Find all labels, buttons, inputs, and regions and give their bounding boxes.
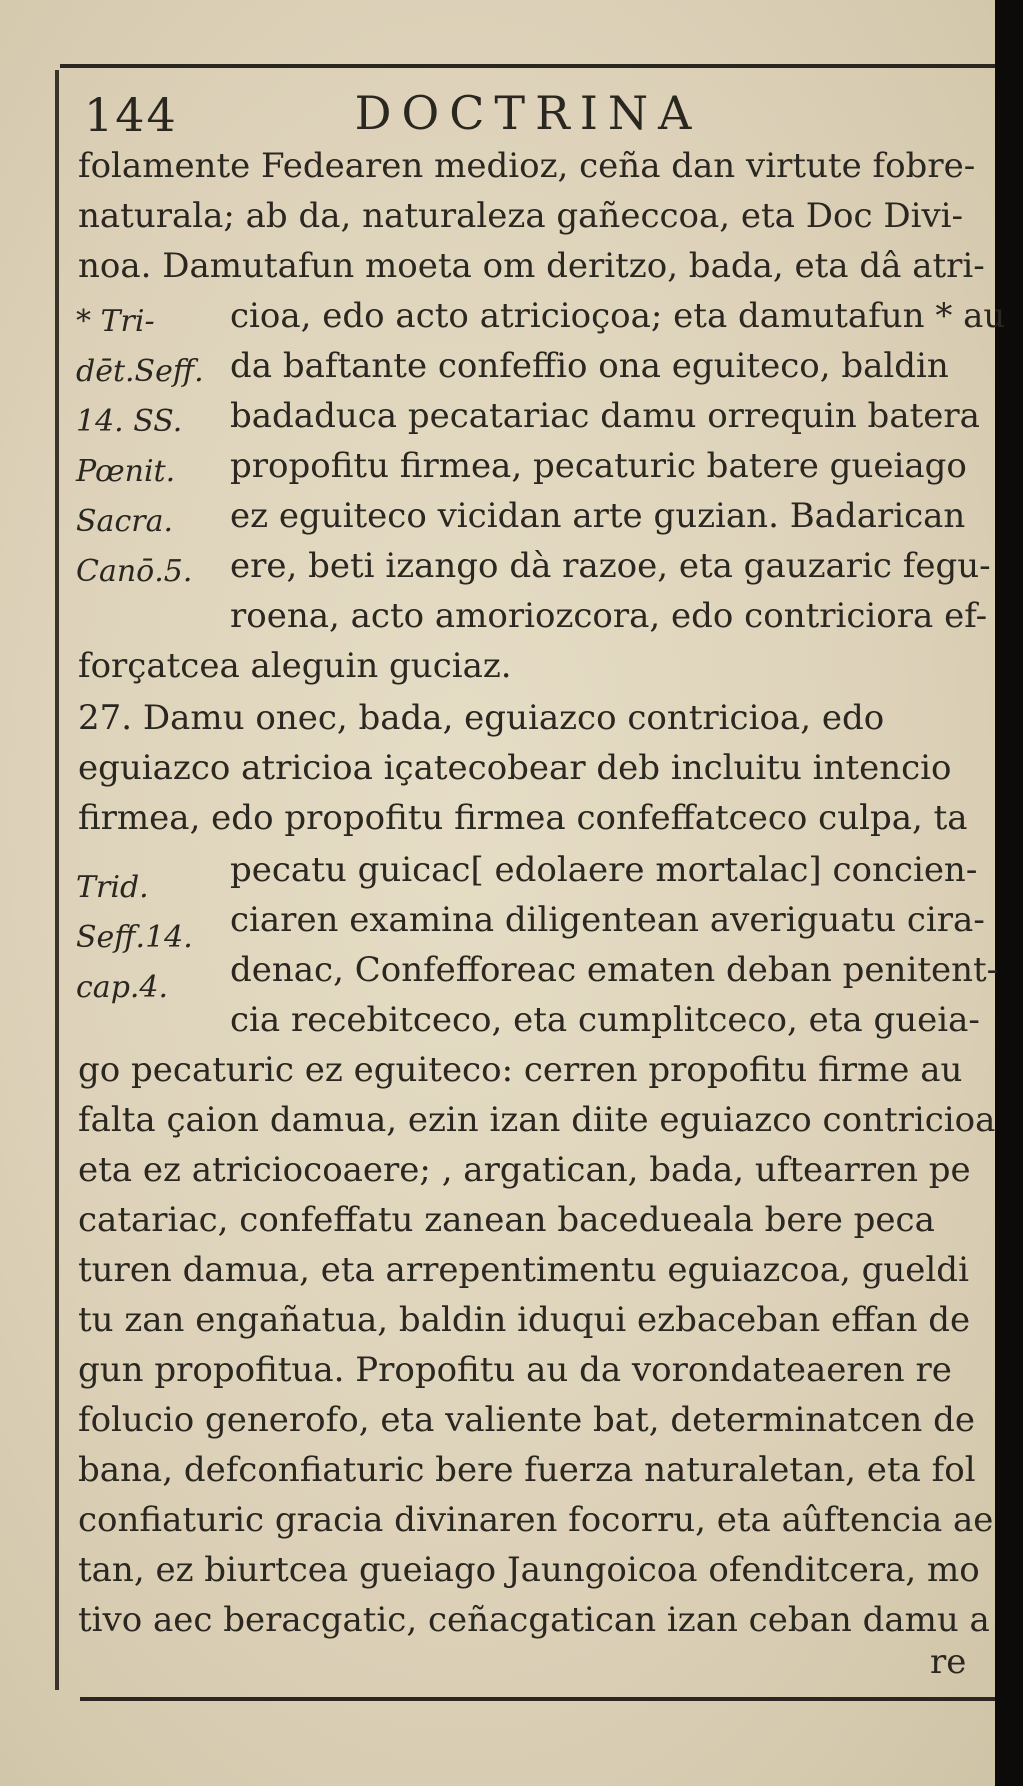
text-line: naturala; ab da, naturaleza gañeccoa, eta Doc Divi-	[78, 196, 964, 236]
text-line: turen damua, eta arrepentimentu eguiazcoa, gueldi	[78, 1250, 969, 1290]
margin-note-line: Trid.	[76, 870, 149, 905]
text-line: tivo aec beracgatic, ceñacgatican izan ceban damu a	[78, 1600, 990, 1640]
text-line: gun propofitua. Propofitu au da vorondateaeren re	[78, 1350, 952, 1390]
text-line: ere, beti izango dà razoe, eta gauzaric fegu-	[230, 546, 991, 586]
text-line: badaduca pecatariac damu orrequin batera	[230, 396, 980, 436]
text-line: firmea, edo propofitu firmea confeffatceco culpa, ta	[78, 798, 968, 838]
text-line: go pecaturic ez eguiteco: cerren propofitu firme au	[78, 1050, 963, 1090]
text-line: eta ez atriciocoaere; , argatican, bada, uftearren pe	[78, 1150, 971, 1190]
text-line: pecatu guicac[ edolaere mortalac] concien-	[230, 850, 978, 890]
text-line: forçatcea aleguin guciaz.	[78, 646, 512, 686]
catchword: re	[930, 1642, 967, 1682]
margin-note-line: 14. SS.	[76, 404, 183, 439]
text-line: falta çaion damua, ezin izan diite eguiazco contricioa	[78, 1100, 996, 1140]
margin-note-line: Sacra.	[76, 504, 174, 539]
running-title: DOCTRINA	[354, 86, 702, 140]
text-line: cioa, edo acto atricioçoa; eta damutafun * au	[230, 296, 1006, 336]
text-line: eguiazco atricioa içatecobear deb incluitu intencio	[78, 748, 952, 788]
text-line: ciaren examina diligentean averiguatu cira-	[230, 900, 985, 940]
text-line: propofitu firmea, pecaturic batere gueiago	[230, 446, 967, 486]
margin-note-line: dēt.Seff.	[76, 354, 204, 389]
text-line: ez eguiteco vicidan arte guzian. Badarican	[230, 496, 966, 536]
page-number: 144	[84, 88, 178, 142]
text-line: 27. Damu onec, bada, eguiazco contricioa, edo	[78, 698, 885, 738]
text-line: folucio generofo, eta valiente bat, determinatcen de	[78, 1400, 975, 1440]
text-line: tan, ez biurtcea gueiago Jaungoicoa ofenditcera, mo	[78, 1550, 980, 1590]
margin-note-line: Pœnit.	[76, 454, 176, 489]
text-line: cia recebitceco, eta cumplitceco, eta gueia-	[230, 1000, 980, 1040]
margin-note-line: Seff.14.	[76, 920, 193, 955]
text-line: bana, defconfiaturic bere fuerza naturaletan, eta fol	[78, 1450, 976, 1490]
margin-note-line: cap.4.	[76, 970, 169, 1005]
text-line: noa. Damutafun moeta om deritzo, bada, eta dâ atri-	[78, 246, 985, 286]
margin-note-line: Canō.5.	[76, 554, 193, 589]
margin-note-line: * Tri-	[76, 304, 155, 339]
text-line: folamente Fedearen medioz, ceña dan virtute fobre-	[78, 146, 976, 186]
text-line: roena, acto amoriozcora, edo contriciora ef-	[230, 596, 988, 636]
text-line: denac, Confefforeac ematen deban penitent-	[230, 950, 999, 990]
text-line: confiaturic gracia divinaren focorru, eta aûftencia ae	[78, 1500, 994, 1540]
text-line: tu zan engañatua, baldin iduqui ezbaceban effan de	[78, 1300, 971, 1340]
text-line: da baftante confeffio ona eguiteco, baldin	[230, 346, 949, 386]
text-line: catariac, confeffatu zanean bacedueala bere peca	[78, 1200, 935, 1240]
